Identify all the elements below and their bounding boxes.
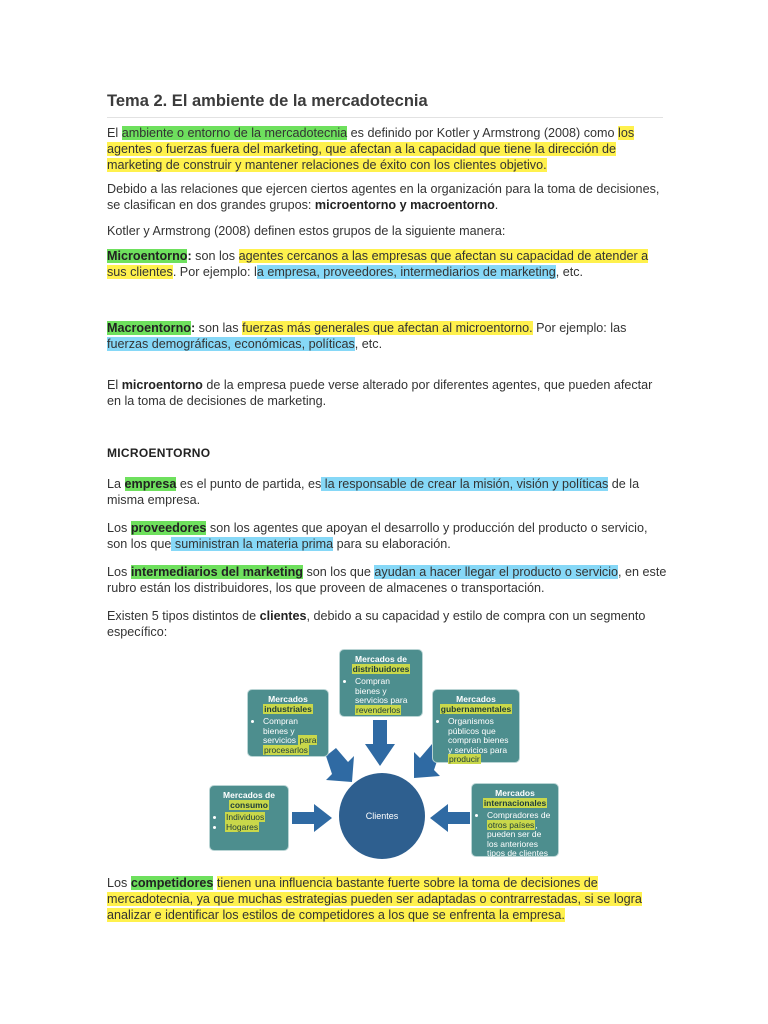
text: Compradores de: [487, 810, 551, 820]
text-highlight: Hogares: [226, 821, 259, 832]
paragraph-intermediarios: [107, 564, 667, 596]
text: El: [107, 378, 122, 392]
text-highlight: Individuos: [226, 812, 265, 822]
text: son las: [195, 321, 243, 335]
box-title-line: Mercados: [495, 788, 535, 798]
text: .: [494, 198, 499, 212]
highlight-green: intermediarios del marketing: [130, 565, 303, 579]
box-title: [346, 655, 416, 674]
highlight-green: Macroentorno: [107, 321, 191, 335]
arrow-diagonal-left: [326, 748, 354, 782]
box-title-highlight: consumo: [230, 799, 268, 810]
text: son los agentes que apoyan el desarrollo y producción del producto o servicio, son los que: [107, 521, 648, 551]
text-highlight: para: [299, 735, 317, 745]
highlight-blue: a empresa, proveedores, intermediarios de marketing: [256, 265, 556, 279]
text-highlight: revenderlos: [356, 704, 401, 715]
box-title: [478, 789, 552, 808]
text: son los: [191, 249, 239, 263]
section-heading: MICROENTORNO: [107, 446, 211, 460]
text: Compran bienes y servicios: [263, 716, 299, 745]
text: Debido a las relaciones que ejercen ciertos agentes en la organización para la toma de decisiones, se clasifican en dos grandes grupos:: [107, 182, 660, 212]
paragraph-microentorno: [107, 248, 667, 280]
highlight-yellow: agentes cercanos a las empresas que afectan su capacidad de atender a sus clientes: [107, 249, 649, 279]
highlight-yellow: fuerzas más generales que afectan al microentorno.: [242, 321, 533, 335]
text: Existen 5 tipos distintos de: [107, 609, 260, 623]
box-title-highlight: internacionales: [483, 797, 547, 808]
highlight-yellow: los agentes o fuerzas fuera del marketing, que afectan a la capacidad que tiene la dirección de marketing de construir y mantener relaciones de éxito con los clientes objetivo.: [107, 126, 635, 172]
text: de la misma empresa.: [107, 477, 640, 507]
box-industriales: [247, 689, 329, 757]
highlight-yellow: tienen una influencia bastante fuerte sobre la toma de decisiones de mercadotecnia, ya que muchas estrategias pueden ser adaptadas o contrarrestadas, si se logra analizar e identificar los estilos de competidores a los que se enfrenta la empresa.: [107, 876, 642, 922]
highlight-blue: suministran la materia prima: [171, 537, 334, 551]
text: . Por ejemplo: l: [172, 265, 257, 279]
paragraph-empresa: [107, 476, 667, 508]
text-highlight: producir: [449, 754, 480, 764]
text: , pueden ser de los anteriores tipos de clientes: [487, 819, 548, 858]
text: para su elaboración.: [333, 537, 451, 551]
box-list: [216, 813, 282, 832]
text: Organismos públicos que compran bienes y servicios para: [448, 716, 509, 755]
box-list: [478, 811, 552, 859]
paragraph-microentorno-alterado: [107, 377, 667, 409]
text: , etc.: [354, 337, 383, 351]
arrow-left: [430, 804, 470, 832]
text: Compran bienes y servicios para: [355, 676, 408, 705]
box-list: [254, 717, 322, 755]
text: es definido por Kotler y Armstrong (2008) como: [347, 126, 619, 140]
arrow-down: [365, 720, 395, 766]
text-highlight: procesarlos: [264, 744, 308, 755]
center-circle-clientes: Clientes: [339, 773, 425, 859]
box-title-line: Mercados: [456, 694, 496, 704]
bold-text: :: [190, 321, 196, 335]
text: El: [107, 126, 122, 140]
clientes-diagram: [208, 648, 560, 864]
paragraph-macroentorno: [107, 320, 667, 352]
highlight-blue: ayudan a hacer llegar el producto o servicio: [374, 565, 619, 579]
box-title: [216, 791, 282, 810]
text: , debido a su capacidad y estilo de compra con un segmento específico:: [107, 609, 646, 639]
highlight-blue: fuerzas demográficas, económicas, políticas: [107, 337, 355, 351]
box-title-line: Mercados: [268, 694, 308, 704]
text: Los: [107, 565, 131, 579]
box-title-highlight: industriales: [264, 703, 312, 714]
box-internacionales: [471, 783, 559, 857]
paragraph-competidores: [107, 875, 667, 923]
text: son los que: [302, 565, 375, 579]
list-item: [355, 677, 416, 715]
box-title-highlight: gubernamentales: [440, 703, 512, 714]
list-item: [225, 823, 282, 833]
bold-text: microentorno: [121, 378, 203, 392]
highlight-blue: la responsable de crear la misión, visión y políticas: [321, 477, 609, 491]
paragraph-proveedores: [107, 520, 667, 552]
highlight-green: empresa: [124, 477, 177, 491]
box-list: [439, 717, 513, 765]
list-item: [263, 717, 322, 755]
text-highlight: otros países: [488, 819, 535, 830]
paragraph-definition: [107, 125, 667, 173]
text: de la empresa puede verse alterado por diferentes agentes, que pueden afectar en la toma de decisiones de marketing.: [107, 378, 653, 408]
arrow-right: [292, 804, 332, 832]
box-distribuidores: [339, 649, 423, 717]
text: , en este rubro están los distribuidores, los que proveen de almacenes o transportación.: [107, 565, 667, 595]
highlight-green: Microentorno: [107, 249, 188, 263]
box-gubernamentales: [432, 689, 520, 763]
paragraph-kotler: Kotler y Armstrong (2008) definen estos grupos de la siguiente manera:: [107, 224, 506, 238]
page-title: Tema 2. El ambiente de la mercadotecnia: [107, 92, 663, 118]
list-item: [448, 717, 513, 765]
text: , etc.: [555, 265, 584, 279]
list-item: [487, 811, 552, 859]
bold-text: :: [187, 249, 192, 263]
text: La: [107, 477, 125, 491]
text: Los: [107, 876, 131, 890]
box-consumo: [209, 785, 289, 851]
box-list: [346, 677, 416, 715]
bold-text: clientes: [259, 609, 307, 623]
highlight-green: ambiente o entorno de la mercadotecnia: [121, 126, 348, 140]
bold-text: microentorno y macroentorno: [314, 198, 495, 212]
highlight-green: proveedores: [130, 521, 207, 535]
paragraph-clientes: [107, 608, 667, 640]
highlight-green: competidores: [130, 876, 214, 890]
box-title: [439, 695, 513, 714]
paragraph-groups: [107, 181, 667, 213]
box-title: [254, 695, 322, 714]
text: Los: [107, 521, 131, 535]
text: Por ejemplo: las: [532, 321, 627, 335]
box-title-line: Mercados de: [223, 790, 275, 800]
box-title-line: Mercados de: [355, 654, 407, 664]
text: es el punto de partida, es: [176, 477, 322, 491]
box-title-highlight: distribuidores: [352, 663, 410, 674]
